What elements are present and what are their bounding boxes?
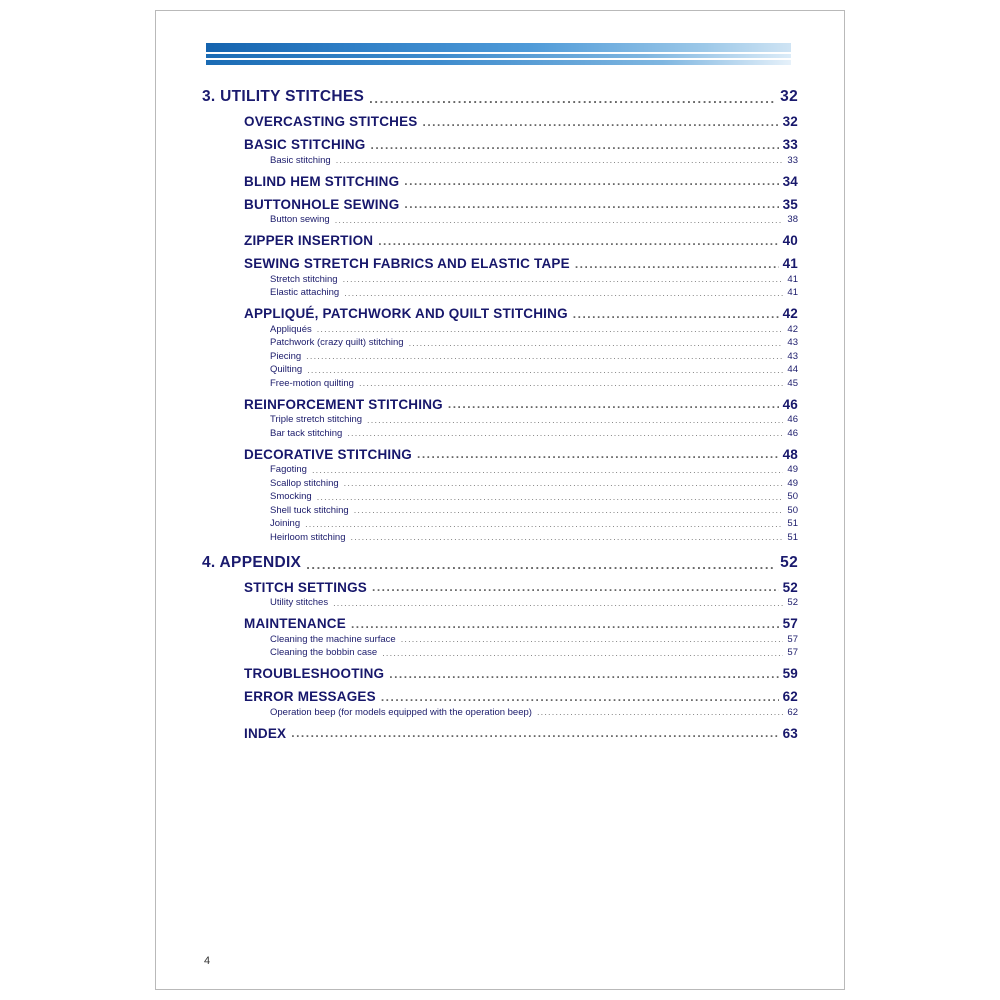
toc-entry-label: Basic stitching <box>270 154 331 166</box>
toc-entry-label: MAINTENANCE <box>244 616 346 631</box>
toc-entry-label: BASIC STITCHING <box>244 137 366 152</box>
toc-entry-label: BLIND HEM STITCHING <box>244 173 400 189</box>
toc-entry-label: Cleaning the machine surface <box>270 633 396 645</box>
toc-entry-label: Elastic attaching <box>270 287 340 298</box>
toc-entry[interactable] <box>202 397 798 412</box>
toc-entry-label: Bar tack stitching <box>270 427 343 439</box>
toc-entry-label: ZIPPER INSERTION <box>244 233 374 248</box>
toc-entry-label: Smocking <box>270 491 312 502</box>
toc-subentry[interactable] <box>202 518 798 529</box>
toc-leader-dots <box>371 139 779 153</box>
toc-subentry[interactable] <box>202 532 798 543</box>
toc-leader-dots <box>369 92 776 106</box>
toc-subentry[interactable] <box>202 364 798 375</box>
toc-page-number: 57 <box>782 616 798 631</box>
toc-leader-dots <box>306 558 776 572</box>
toc-entry-label: Button sewing <box>270 214 330 225</box>
toc-entry[interactable] <box>202 554 798 572</box>
toc-page-number: 32 <box>782 114 798 129</box>
toc-page-number: 62 <box>782 689 798 704</box>
toc-leader-dots <box>317 325 784 335</box>
toc-leader-dots <box>537 708 783 718</box>
toc-subentry[interactable] <box>202 274 798 285</box>
toc-leader-dots <box>367 416 783 426</box>
toc-page-number: 32 <box>780 88 798 105</box>
toc-leader-dots <box>347 429 783 439</box>
toc-subentry[interactable] <box>202 647 798 658</box>
toc-leader-dots <box>423 116 779 130</box>
toc-entry[interactable] <box>202 689 798 704</box>
toc-entry[interactable] <box>202 666 798 681</box>
toc-subentry[interactable] <box>202 478 798 489</box>
toc-leader-dots <box>372 581 779 595</box>
toc-entry-label: Quilting <box>270 364 303 375</box>
toc-entry[interactable] <box>202 256 798 271</box>
toc-entry[interactable] <box>202 137 798 152</box>
toc-entry[interactable] <box>202 197 798 212</box>
toc-subentry[interactable] <box>202 324 798 335</box>
toc-subentry[interactable] <box>202 428 798 439</box>
toc-leader-dots <box>382 649 783 659</box>
toc-entry[interactable] <box>202 616 798 631</box>
toc-page-number: 38 <box>787 214 798 225</box>
toc-subentry[interactable] <box>202 491 798 502</box>
toc-entry-label: Free-motion quilting <box>270 377 354 389</box>
toc-leader-dots <box>378 235 778 249</box>
toc-entry-label: SEWING STRETCH FABRICS AND ELASTIC TAPE <box>244 256 570 271</box>
toc-leader-dots <box>305 520 783 530</box>
table-of-contents <box>202 77 798 741</box>
toc-leader-dots <box>404 175 778 189</box>
toc-subentry[interactable] <box>202 634 798 645</box>
toc-page-number: 46 <box>782 396 798 412</box>
toc-entry-label: BUTTONHOLE SEWING <box>244 196 400 212</box>
toc-entry-label: 3. UTILITY STITCHES <box>202 88 365 105</box>
toc-page-number: 44 <box>787 364 798 375</box>
toc-leader-dots <box>354 506 784 516</box>
toc-subentry[interactable] <box>202 597 798 608</box>
toc-page-number: 45 <box>787 377 798 389</box>
toc-entry-label: 4. APPENDIX <box>202 553 302 571</box>
toc-subentry[interactable] <box>202 414 798 425</box>
toc-entry-label: ERROR MESSAGES <box>244 689 376 704</box>
toc-subentry[interactable] <box>202 707 798 718</box>
toc-entry-label: Fagoting <box>270 464 307 475</box>
toc-leader-dots <box>351 533 784 543</box>
toc-page-number: 35 <box>782 196 798 212</box>
toc-page-number: 57 <box>787 647 798 658</box>
toc-entry-label: STITCH SETTINGS <box>244 579 368 595</box>
toc-page-number: 33 <box>787 154 798 166</box>
toc-entry-label: Piecing <box>270 350 302 362</box>
toc-page-number: 42 <box>782 306 798 321</box>
toc-page-number: 52 <box>782 579 798 595</box>
toc-page-number: 40 <box>782 233 798 248</box>
toc-leader-dots <box>359 379 783 389</box>
banner-stripe-bottom <box>206 60 791 65</box>
toc-subentry[interactable] <box>202 214 798 225</box>
toc-page-number: 49 <box>787 477 798 489</box>
toc-page-number: 42 <box>787 323 798 335</box>
toc-leader-dots <box>343 275 784 285</box>
toc-leader-dots <box>448 398 779 412</box>
toc-entry-label: Utility stitches <box>270 597 329 608</box>
toc-subentry[interactable] <box>202 351 798 362</box>
toc-leader-dots <box>317 493 784 503</box>
toc-entry-label: Joining <box>270 518 301 529</box>
toc-entry-label: Heirloom stitching <box>270 531 346 543</box>
toc-page-number: 57 <box>787 633 798 645</box>
toc-page-number: 46 <box>787 414 798 425</box>
toc-entry-label: OVERCASTING STITCHES <box>244 114 418 129</box>
toc-leader-dots <box>573 308 779 322</box>
toc-entry-label: Operation beep (for models equipped with the operation beep) <box>270 706 532 718</box>
toc-page-number: 62 <box>787 706 798 718</box>
toc-page-number: 51 <box>787 531 798 543</box>
toc-entry[interactable] <box>202 580 798 595</box>
toc-entry[interactable] <box>202 88 798 106</box>
toc-leader-dots <box>344 289 783 299</box>
toc-leader-dots <box>401 635 784 645</box>
toc-entry-label: Cleaning the bobbin case <box>270 647 378 658</box>
toc-entry[interactable] <box>202 174 798 189</box>
toc-page-number: 33 <box>782 137 798 152</box>
toc-subentry[interactable] <box>202 505 798 516</box>
header-banner <box>206 43 791 65</box>
toc-leader-dots <box>335 216 784 226</box>
toc-leader-dots <box>351 618 779 632</box>
toc-leader-dots <box>404 198 778 212</box>
banner-stripe-middle <box>206 54 791 58</box>
toc-leader-dots <box>381 691 779 705</box>
toc-page-number: 34 <box>782 173 798 189</box>
toc-page-number: 59 <box>782 666 798 681</box>
toc-entry-label: Stretch stitching <box>270 273 338 285</box>
toc-leader-dots <box>409 339 784 349</box>
toc-subentry[interactable] <box>202 287 798 298</box>
toc-leader-dots <box>389 668 778 682</box>
toc-entry-label: Patchwork (crazy quilt) stitching <box>270 337 404 348</box>
toc-leader-dots <box>344 479 784 489</box>
toc-leader-dots <box>312 466 783 476</box>
toc-entry-label: APPLIQUÉ, PATCHWORK AND QUILT STITCHING <box>244 306 568 321</box>
toc-entry-label: Appliqués <box>270 323 312 335</box>
toc-page-number: 52 <box>780 553 798 571</box>
toc-subentry[interactable] <box>202 155 798 166</box>
toc-subentry[interactable] <box>202 337 798 348</box>
toc-leader-dots <box>291 727 778 741</box>
toc-entry-label: Scallop stitching <box>270 477 339 489</box>
toc-entry[interactable] <box>202 233 798 248</box>
toc-entry[interactable] <box>202 114 798 129</box>
toc-page-number: 48 <box>782 446 798 462</box>
toc-page-number: 43 <box>787 337 798 348</box>
toc-page-number: 41 <box>782 256 798 271</box>
toc-leader-dots <box>333 599 783 609</box>
toc-leader-dots <box>575 258 779 272</box>
toc-entry[interactable] <box>202 726 798 741</box>
toc-entry-label: Triple stretch stitching <box>270 414 363 425</box>
page-sheet <box>155 10 845 990</box>
toc-entry-label: Shell tuck stitching <box>270 504 349 516</box>
toc-entry-label: DECORATIVE STITCHING <box>244 446 413 462</box>
toc-page-number: 52 <box>787 597 798 608</box>
page-number: 4 <box>204 955 211 967</box>
toc-entry-label: INDEX <box>244 725 287 741</box>
toc-page-number: 41 <box>787 273 798 285</box>
toc-subentry[interactable] <box>202 464 798 475</box>
toc-entry-label: REINFORCEMENT STITCHING <box>244 396 443 412</box>
toc-entry-label: TROUBLESHOOTING <box>244 666 385 681</box>
toc-page-number: 49 <box>787 464 798 475</box>
toc-page-number: 51 <box>787 518 798 529</box>
toc-leader-dots <box>417 448 779 462</box>
toc-leader-dots <box>307 366 783 376</box>
banner-stripe-top <box>206 43 791 52</box>
toc-entry[interactable] <box>202 306 798 321</box>
toc-leader-dots <box>336 156 784 166</box>
toc-page-number: 46 <box>787 427 798 439</box>
toc-page-number: 50 <box>787 504 798 516</box>
toc-page-number: 50 <box>787 491 798 502</box>
toc-leader-dots <box>306 352 783 362</box>
toc-entry[interactable] <box>202 447 798 462</box>
toc-subentry[interactable] <box>202 378 798 389</box>
toc-page-number: 43 <box>787 350 798 362</box>
toc-page-number: 41 <box>787 287 798 298</box>
toc-page-number: 63 <box>782 725 798 741</box>
